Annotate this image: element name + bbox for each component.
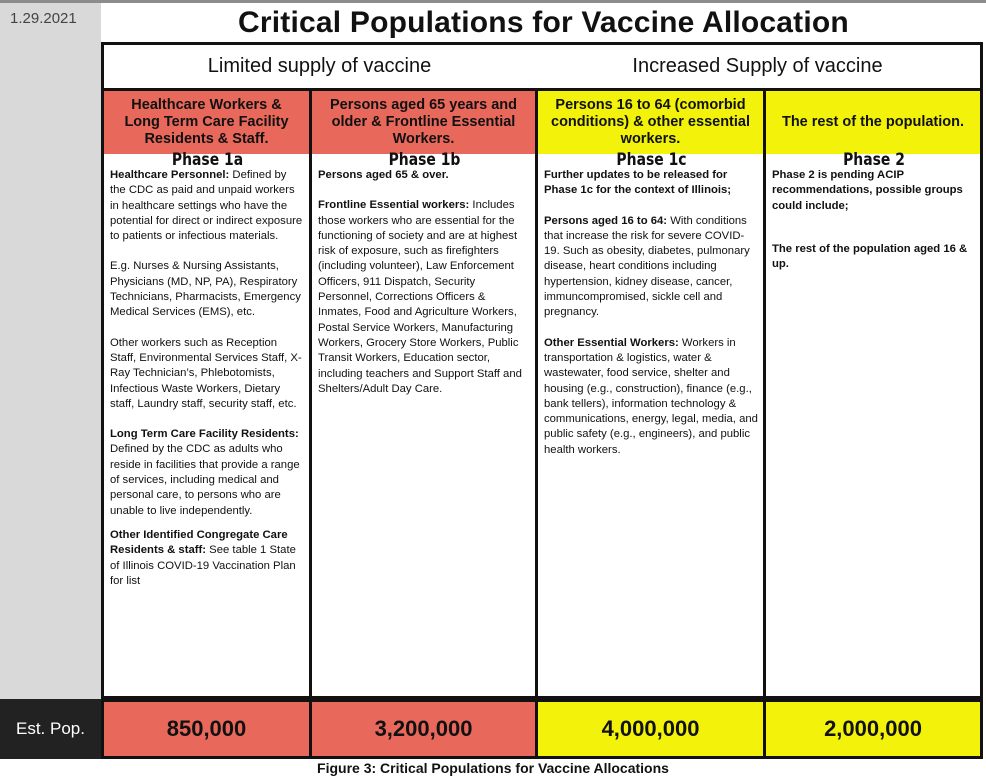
paragraph: Other Identified Congregate Care Residents & staff: See table 1 State of Illinois COVID-19 Vaccination Plan for list — [110, 528, 296, 587]
est-pop-label: Est. Pop. — [0, 699, 101, 759]
phase-1c-population: 4,000,000 — [538, 699, 766, 759]
phase-1b-population: 3,200,000 — [312, 699, 538, 759]
phase-1a-population: 850,000 — [101, 699, 312, 759]
phase-1a-column — [104, 91, 309, 696]
phase-2-title: Phase 2 — [843, 150, 905, 170]
paragraph: The rest of the population aged 16 & up. — [772, 242, 968, 271]
paragraph: Other Essential Workers: Workers in transportation & logistics, water & wastewater, food service, shelter and housing (e.g., construction), finance (e.g., bank tellers), information technology & communications, energy, legal, media, and public safety (e.g., engineers), and public health workers. — [544, 336, 758, 456]
phase-1b-column — [312, 91, 535, 696]
allocation-table — [101, 42, 983, 699]
phase-1a-body — [104, 152, 309, 589]
population-row — [0, 699, 986, 759]
page-title: Critical Populations for Vaccine Allocation — [238, 6, 849, 39]
date-label: 1.29.2021 — [10, 10, 77, 27]
phase-1c-title: Phase 1c — [616, 150, 687, 170]
paragraph: Persons aged 16 to 64: With conditions that increase the risk for severe COVID-19. Such as obesity, diabetes, pulmonary disease, heart conditions including hypertension, kidney disease, cancer, immuncompromised, sickle cell and pregnancy. — [544, 214, 750, 319]
phase-1a-header: Healthcare Workers & Long Term Care Facility Residents & Staff. — [104, 91, 309, 154]
paragraph: Further updates to be released for Phase 1c for the context of Illinois; — [544, 169, 732, 197]
paragraph: Other workers such as Reception Staff, Environmental Services Staff, X-Ray Technician’s, Phlebotomists, Infectious Waste Workers, Dietary staff, Laundry staff, security staff, etc. — [110, 336, 302, 410]
phase-1c-header: Persons 16 to 64 (comorbid conditions) & other essential workers. — [538, 91, 763, 154]
phase-2-column — [766, 91, 980, 696]
phase-2-body — [766, 152, 980, 272]
phase-1c-body — [538, 152, 763, 458]
paragraph: Long Term Care Facility Residents: Defined by the CDC as adults who reside in facilities that provide a range of services, including medical and personal care, to persons who are unable to live independently. — [110, 428, 300, 517]
phase-1b-header: Persons aged 65 years and older & Frontline Essential Workers. — [312, 91, 535, 154]
paragraph: Phase 2 is pending ACIP recommendations, possible groups could include; — [772, 169, 963, 212]
limited-supply-header: Limited supply of vaccine — [207, 55, 432, 77]
paragraph: Frontline Essential workers: Includes those workers who are essential for the functioning of society and are at highest risk of exposure, such as firefighters (including volunteer), Law Enforcement Officers, 911 Dispatch, Security Personnel, Corrections Officers & Inmates, Food and Agriculture Workers, Postal Service Workers, Manufacturing Workers, Grocery Store Workers, Public Transit Workers, Education sector, including teachers and Support Staff and Shelters/Adult Day Care. — [318, 199, 522, 395]
paragraph: Persons aged 65 & over. — [318, 169, 449, 181]
increased-supply-header: Increased Supply of vaccine — [632, 55, 883, 77]
figure-caption: Figure 3: Critical Populations for Vaccine Allocations — [317, 760, 669, 776]
phase-1b-body — [312, 152, 535, 397]
paragraph: E.g. Nurses & Nursing Assistants, Physicians (MD, NP, PA), Respiratory Technicians, Pharmacists, Emergency Medical Services (EMS), etc. — [110, 260, 301, 319]
phase-1c-column — [538, 91, 763, 696]
phase-1b-title: Phase 1b — [388, 150, 461, 170]
phase-1a-title: Phase 1a — [171, 150, 244, 170]
side-column — [0, 3, 101, 699]
paragraph: Healthcare Personnel: Defined by the CDC as paid and unpaid workers in healthcare settings who have the potential for direct or indirect exposure to patients or infectious materials. — [110, 169, 303, 243]
top-border — [0, 0, 986, 3]
phase-2-header: The rest of the population. — [766, 91, 980, 154]
phase-2-population: 2,000,000 — [766, 699, 983, 759]
